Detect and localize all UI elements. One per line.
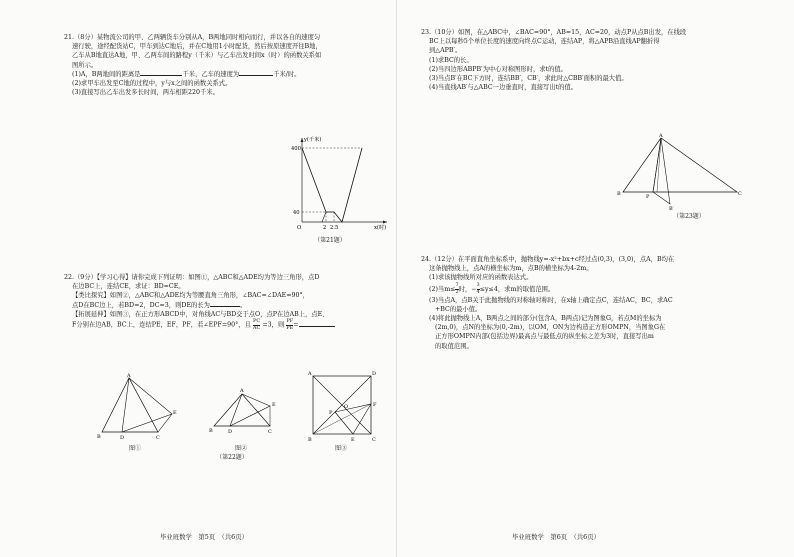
- q21-caption: （第21题）: [314, 237, 346, 244]
- q22-fig2-triangle-ade: [230, 394, 270, 426]
- q22-fig3-label-a: A: [308, 371, 312, 377]
- q22-frac1-den: AC: [252, 324, 261, 331]
- q24-sub4-line2: (2m,0)，点N的坐标为(0,-2m)，以OM，ON为边构造正方形OMPN，当图象G在: [435, 324, 666, 332]
- footer-page-5: 毕业班数学 第5页 （共6页）: [160, 533, 249, 541]
- q23-label-b-prime: B′: [669, 206, 674, 212]
- q22-figure-2: [202, 384, 282, 444]
- q24-sub3-cont: +BC的最小值。: [435, 305, 482, 313]
- q21-y-tick-40: 40: [293, 210, 300, 216]
- q21-x-arrow: [383, 221, 387, 224]
- q21-function-graph: [282, 134, 394, 234]
- q22-line4-end: 。: [239, 301, 247, 309]
- q24-sub2-d: ，求m的取值范围。: [497, 285, 555, 293]
- q23-triangle-abc: [623, 138, 737, 192]
- q22-fig1-caption: 图①: [128, 445, 141, 452]
- q22-fig3-label-p: P: [329, 410, 333, 416]
- q21-sub1-a: (1)A，B两地间的距离是: [72, 70, 141, 78]
- q22-fig2-label-a: A: [240, 388, 244, 394]
- q22-fig1-label-c: C: [156, 435, 160, 441]
- q21-y-tick-400: 400: [291, 146, 301, 152]
- q23-label-b: B: [617, 191, 621, 197]
- q24-frac1-num: 7: [455, 282, 459, 289]
- q22-fig3-segment-pe: [335, 412, 353, 434]
- q21-blank1: [140, 75, 182, 76]
- q24-sub2-b: 时，: [458, 285, 472, 293]
- q23-sub1: (1)求BC的长。: [429, 56, 473, 64]
- q21-line-increase: [342, 148, 362, 222]
- q22-line6-b: ，则: [271, 321, 285, 329]
- q22-fig3-label-o: O: [344, 404, 349, 410]
- q21-x-tick-25: 2.5: [330, 225, 339, 231]
- q22-fraction-pc-ac: [253, 319, 260, 331]
- footer-page-6: 毕业班数学 第6页 （共6页）: [512, 533, 601, 541]
- q23-caption: （第23题）: [673, 213, 705, 220]
- q24-frac2-num: 3: [476, 282, 480, 289]
- q21-sub1-c: 千米/时。: [273, 70, 301, 78]
- q21-sub1-b: 千米，乙车的速度为: [182, 70, 240, 78]
- q22-fig3-caption: 图③: [334, 445, 347, 452]
- q24-line2: 这条抛物线上，点A的横坐标为m，点B的横坐标为4-2m。: [429, 265, 593, 273]
- question-22: [64, 273, 384, 331]
- q22-eq2: =: [293, 321, 299, 329]
- q22-fig1-label-e: E: [173, 410, 177, 416]
- question-23: [421, 28, 751, 92]
- q22-fig1-label-d: D: [120, 435, 125, 441]
- q21-sub3: (3)直接写出乙车出发多长时间，两车相距220千米。: [72, 89, 219, 97]
- q22-fig1-triangle-abc: [102, 378, 158, 432]
- q23-label-c: C: [738, 191, 742, 197]
- q24-frac2-den: 4: [476, 288, 480, 295]
- q24-sub4-line4: 的取值范围。: [435, 342, 473, 350]
- q22-line6: [64, 319, 384, 331]
- q22-line3: 【类比探究】如图②，△ABC和△ADE均为等腰直角三角形，∠BAC=∠DAE=90°，: [72, 292, 309, 300]
- q21-ylabel: y(千米): [304, 137, 322, 143]
- q24-sub1: (1)求该抛物线所对应的函数表达式。: [429, 274, 533, 282]
- q24-line1: 24.（12分）在平面直角坐标系中，抛物线y=-x²+bx+c经过点(0,3)，(3,0)，点A，B均在: [421, 256, 675, 263]
- q22-frac2-num: PF: [286, 318, 294, 325]
- q21-origin: O: [297, 225, 302, 231]
- q22-fig2-label-c: C: [268, 429, 272, 435]
- q22-eq1: =: [262, 321, 268, 329]
- question-21: [64, 33, 384, 97]
- q23-segment-height: [657, 138, 661, 192]
- q24-sub4-line3: 正方形OMPN内部(包括边界)最高点与最低点的纵坐标之差为3时，直接写出m: [435, 333, 654, 341]
- q22-fig3-label-b: B: [308, 437, 312, 443]
- q24-sub4-line1: (4)将此抛物线上A，B两点之间的部分(包含A，B两点)记为图象G，若点M的坐标为: [429, 315, 662, 323]
- q24-sub2-a: (2)当m≤: [429, 285, 456, 293]
- q22-line1: 22.（9分）【学习心得】请你完成下列证明：如图①，△ABC和△ADE均为等边三角形，点D: [64, 274, 320, 281]
- q21-sub1: [64, 70, 384, 79]
- q23-line1: 23.（10分）如图，在△ABC中，∠BAC=90°，AB=15，AC=20，动点P从点B出发，在线段: [421, 29, 687, 36]
- q22-fig2-caption: 图②: [234, 445, 247, 452]
- q24-frac1-den: 2: [455, 288, 459, 295]
- q22-line4-text: 点D在BC边上，若BD=2，DC=3，则DE的长为: [72, 301, 210, 309]
- q21-x-tick-2: 2: [323, 225, 327, 231]
- q22-figure-3: [305, 368, 380, 443]
- q22-line4: [64, 301, 384, 310]
- q21-blank2: [239, 75, 273, 76]
- q21-line-decrease: [302, 148, 342, 222]
- q22-fig3-label-c: C: [372, 437, 376, 443]
- q22-figure-1: [92, 372, 182, 444]
- q23-triangle-apb-prime: [653, 138, 670, 204]
- q22-blank1: [210, 306, 240, 307]
- q22-fig2-label-d: D: [228, 429, 233, 435]
- q21-stem-line1: 21.（8分）某物流公司的甲、乙两辆货车分别从A，B两地同时相向而行，并以各自的速度匀: [64, 34, 321, 41]
- q22-frac1-num: PC: [253, 318, 261, 325]
- q22-blank2: [299, 326, 335, 327]
- q22-frac1-val: 3: [267, 321, 272, 329]
- q22-fig1-label-a: A: [127, 373, 131, 379]
- q22-caption: （第22题）: [216, 454, 248, 461]
- q22-line6-a: F分别在边AB，BC上，连结PE，EF，PF，若∠EPF=90°，且: [72, 321, 251, 329]
- question-24: [421, 255, 761, 351]
- q22-fig3-triangle-pef: [335, 404, 371, 434]
- q23-line2: BC上以每秒5个单位长度的速度向终点C运动，连结AP，将△APB沿直线AP翻折得: [429, 38, 660, 46]
- q21-stem-line4: 图所示。: [72, 61, 98, 69]
- q21-xlabel: x(时): [374, 225, 387, 231]
- q22-line5: 【拓展延伸】如图③，在正方形ABCD中，对角线AC与BD交于点O，点P在边AB上，点E、: [72, 310, 329, 318]
- q23-sub3: (3)当点B′在BC下方时，连结BB′，CB′，求此时△CBB′面积的最大值。: [429, 75, 628, 83]
- q22-fig3-label-e: E: [351, 437, 355, 443]
- q23-sub4: (4)当直线AB′与△ABC一边垂直时，直接写出t的值。: [429, 84, 578, 92]
- q23-figure: [617, 130, 747, 212]
- q24-sub2-c: ≤y≤: [479, 285, 494, 293]
- q24-sub2: (2)当m≤ $\frac{7}{2}$ 时，− $\frac{3}{4}$ ≤y≤4，求m的取值范围。: [429, 282, 555, 295]
- q22-fig2-label-e: E: [272, 402, 276, 408]
- page-6: [397, 0, 794, 557]
- q23-sub2: (2)当四边形ABPB′为中心对称图形时，求t的值。: [429, 65, 567, 73]
- q22-fig1-label-b: B: [97, 434, 101, 440]
- q21-line-dip: [322, 212, 326, 222]
- q23-label-a: A: [659, 133, 663, 139]
- q24-sub3: (3)当点A，点B关于此抛物线的对称轴对称时，在x轴上确定点C，连结AC，BC，求AC: [429, 296, 673, 304]
- q23-label-p: P: [646, 194, 650, 200]
- q22-line2: 在边BC上，连结CE，求证：BD=CE。: [72, 283, 185, 291]
- q22-frac2-den: PE: [286, 324, 294, 331]
- q23-line3: 到△APB′。: [429, 47, 462, 55]
- q21-stem-line2: 速行驶，途经配货站C，甲车到达C地后，并在C地用1小时配货，然后按原速度开往B地，: [72, 43, 322, 51]
- q22-fig3-label-d: D: [372, 371, 377, 377]
- q21-sub2: (2)求甲车出发至C地的过程中，y与x之间的函数关系式。: [72, 80, 232, 88]
- q21-stem-line3: 乙车从B地直达A地，甲、乙两车间的路程y（千米）与乙车出发时间x（时）的函数关系如: [72, 52, 322, 60]
- q22-fig2-label-b: B: [209, 428, 213, 434]
- q22-fig3-label-f: F: [373, 402, 377, 408]
